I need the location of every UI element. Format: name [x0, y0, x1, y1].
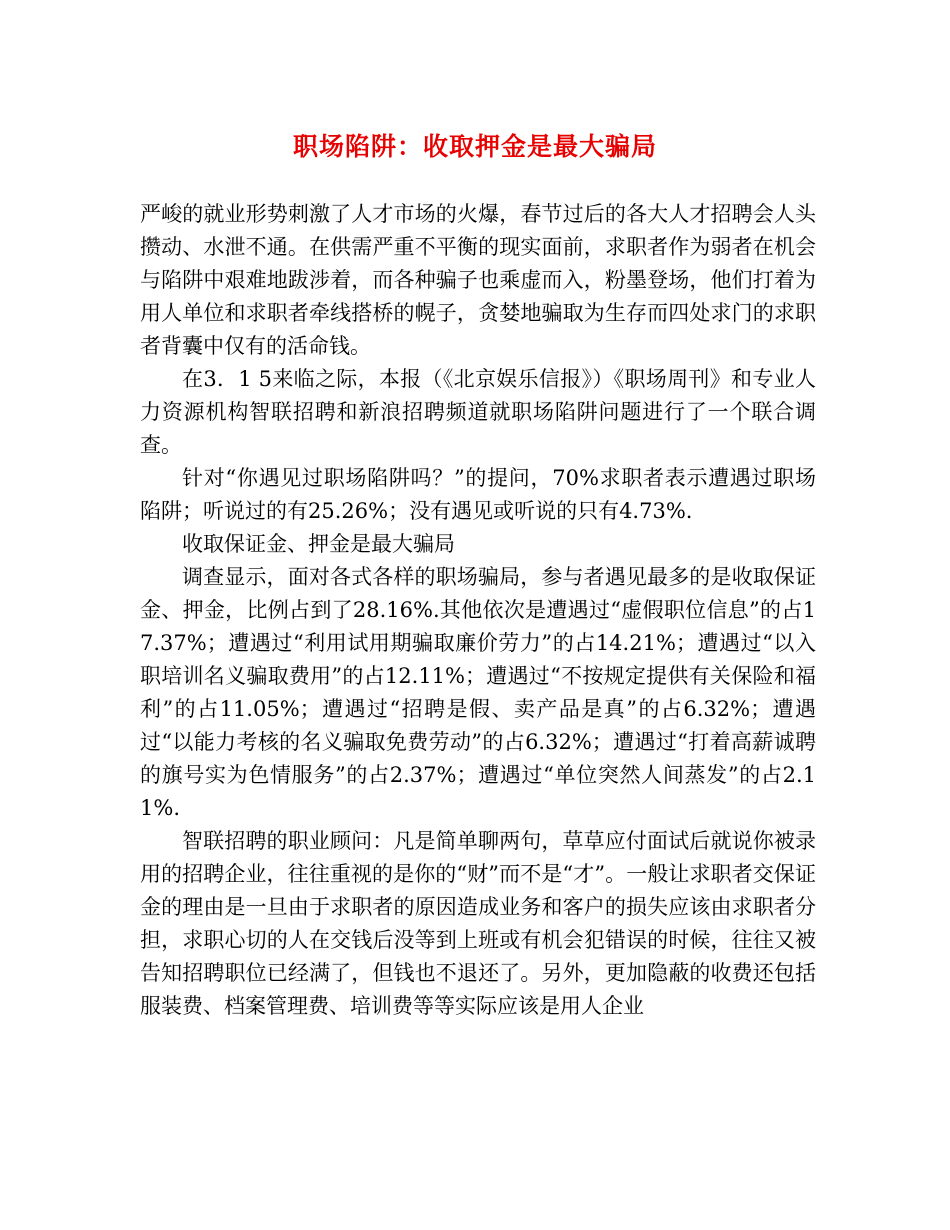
paragraph-advisor: 智联招聘的职业顾问：凡是简单聊两句，草草应付面试后就说你被录用的招聘企业，往往重视的是你的“财”而不是“才”。一般让求职者交保证金的理由是一旦由于求职者的原因造成业务和客户的损失应该由求职者分担，求职心切的人在交钱后没等到上班或有机会犯错误的时候，往往又被告知招聘职位已经满了，但钱也不退还了。另外，更加隐蔽的收费还包括服装费、档案管理费、培训费等等实际应该是用人企业 — [140, 829, 816, 1018]
document-body — [140, 198, 816, 1023]
paragraph-question: 针对“你遇见过职场陷阱吗？”的提问，70%求职者表示遭遇过职场陷阱；听说过的有25.26%；没有遇见或听说的只有4.73%. — [140, 466, 816, 523]
paragraph-results: 调查显示，面对各式各样的职场骗局，参与者遇见最多的是收取保证金、押金，比例占到了28.16%.其他依次是遭遇过“虚假职位信息”的占17.37%；遭遇过“利用试用期骗取廉价劳力”的占14.21%；遭遇过“以入职培训名义骗取费用”的占12.11%；遭遇过“不按规定提供有关保险和福利”的占11.05%；遭遇过“招聘是假、卖产品是真”的占6.32%；遭遇过“以能力考核的名义骗取免费劳动”的占6.32%；遭遇过“打着高薪诚聘的旗号实为色情服务”的占2.37%；遭遇过“单位突然人间蒸发”的占2.11%. — [140, 565, 816, 820]
document-title: 职场陷阱：收取押金是最大骗局 — [292, 132, 657, 161]
paragraph-intro: 严峻的就业形势刺激了人才市场的火爆，春节过后的各大人才招聘会人头攒动、水泄不通。在供需严重不平衡的现实面前，求职者作为弱者在机会与陷阱中艰难地跋涉着，而各种骗子也乘虚而入，粉墨登场，他们打着为用人单位和求职者牵线搭桥的幌子，贪婪地骗取为生存而四处求门的求职者背囊中仅有的活命钱。 — [140, 202, 816, 358]
paragraph-survey: 在3．1 5来临之际，本报（《北京娱乐信报》）《职场周刊》和专业人力资源机构智联招聘和新浪招聘频道就职场陷阱问题进行了一个联合调查。 — [140, 367, 816, 457]
section-heading: 收取保证金、押金是最大骗局 — [182, 532, 455, 556]
